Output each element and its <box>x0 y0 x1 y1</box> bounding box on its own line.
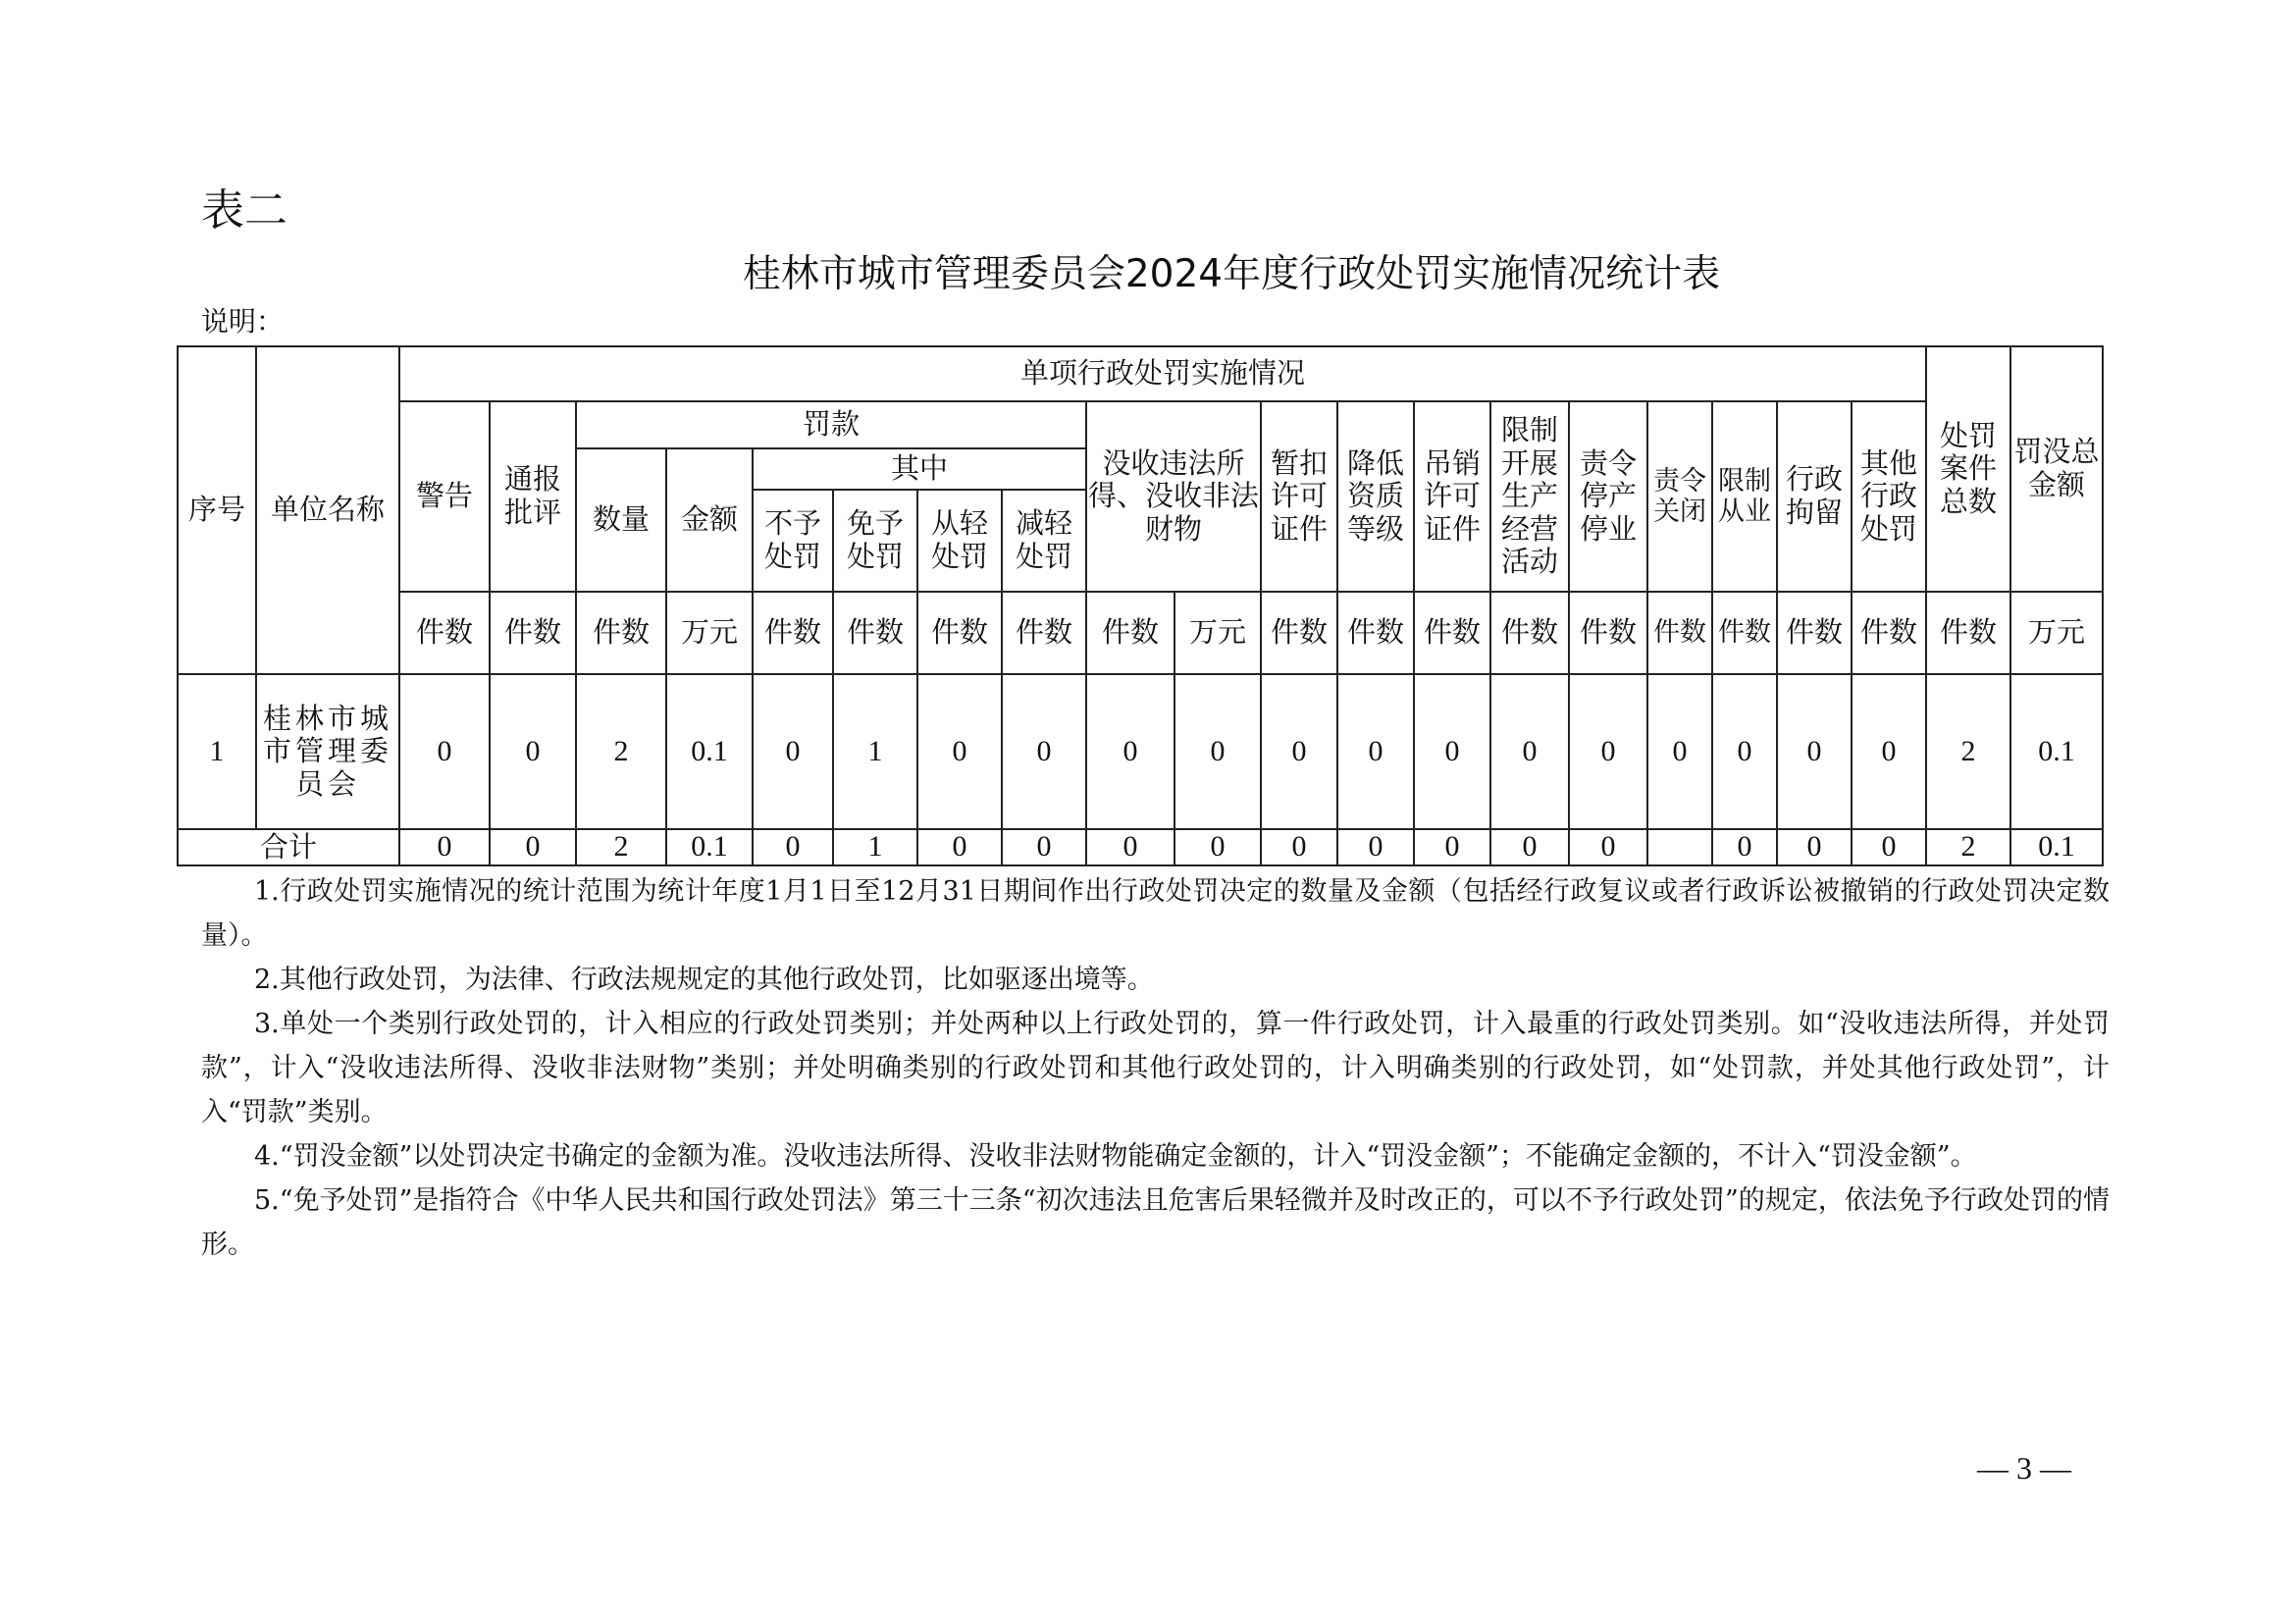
header-seq: 序号 <box>178 346 256 674</box>
total-cell: 0 <box>1174 829 1261 865</box>
total-label: 合计 <box>178 829 399 865</box>
value-cell: 2 <box>1926 674 2010 829</box>
unit-cell: 件数 <box>399 592 490 674</box>
unit-cell: 件数 <box>1777 592 1852 674</box>
header-notice-criticism: 通报批评 <box>490 401 576 592</box>
value-cell: 0 <box>917 674 1002 829</box>
total-cell: 1 <box>833 829 917 865</box>
note-label: 说明： <box>201 305 285 338</box>
unit-cell: 件数 <box>1490 592 1569 674</box>
header-detention: 行政拘留 <box>1777 401 1852 592</box>
unit-cell: 万元 <box>2010 592 2103 674</box>
header-order-close: 责令关闭 <box>1647 401 1712 592</box>
total-cell <box>1647 829 1712 865</box>
value-cell: 0 <box>1414 674 1490 829</box>
value-cell: 0 <box>399 674 490 829</box>
unit-cell: 件数 <box>1926 592 2010 674</box>
value-cell: 0 <box>1002 674 1086 829</box>
unit-cell: 件数 <box>1712 592 1777 674</box>
header-total-cases: 处罚案件总数 <box>1926 346 2010 592</box>
unit-cell: 件数 <box>1647 592 1712 674</box>
value-cell: 0 <box>1712 674 1777 829</box>
unit-cell: 件数 <box>833 592 917 674</box>
value-cell: 0.1 <box>2010 674 2103 829</box>
note-item: 2.其他行政处罚，为法律、行政法规规定的其他行政处罚，比如驱逐出境等。 <box>254 965 1154 995</box>
unit-cell: 件数 <box>753 592 833 674</box>
page-number: — 3 — <box>1977 1450 2071 1486</box>
unit-cell: 万元 <box>1174 592 1261 674</box>
note-item: 4.“罚没金额”以处罚决定书确定的金额为准。没收违法所得、没收非法财物能确定金额的，计入“罚没金额”；不能确定金额的，不计入“罚没金额”。 <box>254 1141 1977 1172</box>
value-cell: 1 <box>833 674 917 829</box>
total-cell: 0 <box>1414 829 1490 865</box>
value-cell: 0 <box>1647 674 1712 829</box>
unit-cell: 件数 <box>490 592 576 674</box>
value-cell: 0 <box>1490 674 1569 829</box>
total-row <box>178 829 2103 865</box>
unit-cell: 件数 <box>1002 592 1086 674</box>
statistics-table <box>177 345 2104 866</box>
value-cell: 0 <box>1569 674 1647 829</box>
header-confiscate: 没收违法所得、没收非法财物 <box>1086 401 1261 592</box>
header-amount: 金额 <box>666 448 753 592</box>
unit-cell: 件数 <box>917 592 1002 674</box>
total-cell: 0 <box>1777 829 1852 865</box>
unit-cell: 件数 <box>1414 592 1490 674</box>
total-cell: 0 <box>1086 829 1174 865</box>
total-cell: 0.1 <box>2010 829 2103 865</box>
total-cell: 2 <box>576 829 666 865</box>
header-single-penalty: 单项行政处罚实施情况 <box>399 346 1926 401</box>
total-cell: 0 <box>1490 829 1569 865</box>
header-other-penalty: 其他行政处罚 <box>1852 401 1926 592</box>
page-title: 桂林市城市管理委员会2024年度行政处罚实施情况统计表 <box>742 252 1721 296</box>
value-cell: 0 <box>753 674 833 829</box>
value-cell: 0 <box>1086 674 1174 829</box>
value-cell: 0 <box>490 674 576 829</box>
total-cell: 0 <box>1712 829 1777 865</box>
unit-cell: 件数 <box>576 592 666 674</box>
header-lighter: 从轻处罚 <box>917 490 1002 592</box>
header-total-amount: 罚没总金额 <box>2010 346 2103 592</box>
value-cell: 0 <box>1261 674 1337 829</box>
row-seq: 1 <box>178 674 256 829</box>
header-suspend-license: 暂扣许可证件 <box>1261 401 1337 592</box>
header-warning: 警告 <box>399 401 490 592</box>
total-cell: 0 <box>1569 829 1647 865</box>
unit-cell: 件数 <box>1261 592 1337 674</box>
header-revoke-license: 吊销许可证件 <box>1414 401 1490 592</box>
unit-cell: 件数 <box>1086 592 1174 674</box>
total-cell: 0 <box>917 829 1002 865</box>
note-item: 5.“免予处罚”是指符合《中华人民共和国行政处罚法》第三十三条“初次违法且危害后果轻微并及时改正的，可以不予行政处罚”的规定，依法免予行政处罚的情形。 <box>201 1185 2110 1260</box>
header-fine: 罚款 <box>576 401 1086 448</box>
row-unit-name: 桂林市城市管理委员会 <box>256 674 399 829</box>
value-cell: 0 <box>1337 674 1414 829</box>
header-restrict-employment: 限制从业 <box>1712 401 1777 592</box>
header-exempt: 免予处罚 <box>833 490 917 592</box>
table-row <box>178 674 2103 829</box>
value-cell: 0.1 <box>666 674 753 829</box>
header-no-penalty: 不予处罚 <box>753 490 833 592</box>
header-quantity: 数量 <box>576 448 666 592</box>
notes-section <box>201 869 2110 1267</box>
unit-cell: 件数 <box>1337 592 1414 674</box>
table-label: 表二 <box>201 185 287 236</box>
total-cell: 0 <box>1002 829 1086 865</box>
unit-cell: 件数 <box>1852 592 1926 674</box>
header-restrict-operations: 限制开展生产经营活动 <box>1490 401 1569 592</box>
value-cell: 0 <box>1174 674 1261 829</box>
header-downgrade: 降低资质等级 <box>1337 401 1414 592</box>
total-cell: 0 <box>1337 829 1414 865</box>
header-among: 其中 <box>753 448 1086 490</box>
note-item: 1.行政处罚实施情况的统计范围为统计年度1月1日至12月31日期间作出行政处罚决定的数量及金额（包括经行政复议或者行政诉讼被撤销的行政处罚决定数量）。 <box>201 876 2110 951</box>
total-cell: 0 <box>1261 829 1337 865</box>
total-cell: 0.1 <box>666 829 753 865</box>
total-cell: 2 <box>1926 829 2010 865</box>
value-cell: 0 <box>1852 674 1926 829</box>
value-cell: 0 <box>1777 674 1852 829</box>
total-cell: 0 <box>753 829 833 865</box>
total-cell: 0 <box>1852 829 1926 865</box>
header-unit: 单位名称 <box>256 346 399 674</box>
note-item: 3.单处一个类别行政处罚的，计入相应的行政处罚类别；并处两种以上行政处罚的，算一件行政处罚，计入最重的行政处罚类别。如“没收违法所得，并处罚款”，计入“没收违法所得、没收非法财物”类别；并处明确类别的行政处罚和其他行政处罚的，计入明确类别的行政处罚，如“处罚款，并处其他行政处罚”，计入“罚款”类别。 <box>201 1009 2110 1127</box>
unit-cell: 件数 <box>1569 592 1647 674</box>
header-reduced: 减轻处罚 <box>1002 490 1086 592</box>
header-order-stop: 责令停产停业 <box>1569 401 1647 592</box>
unit-cell: 万元 <box>666 592 753 674</box>
total-cell: 0 <box>490 829 576 865</box>
total-cell: 0 <box>399 829 490 865</box>
value-cell: 2 <box>576 674 666 829</box>
